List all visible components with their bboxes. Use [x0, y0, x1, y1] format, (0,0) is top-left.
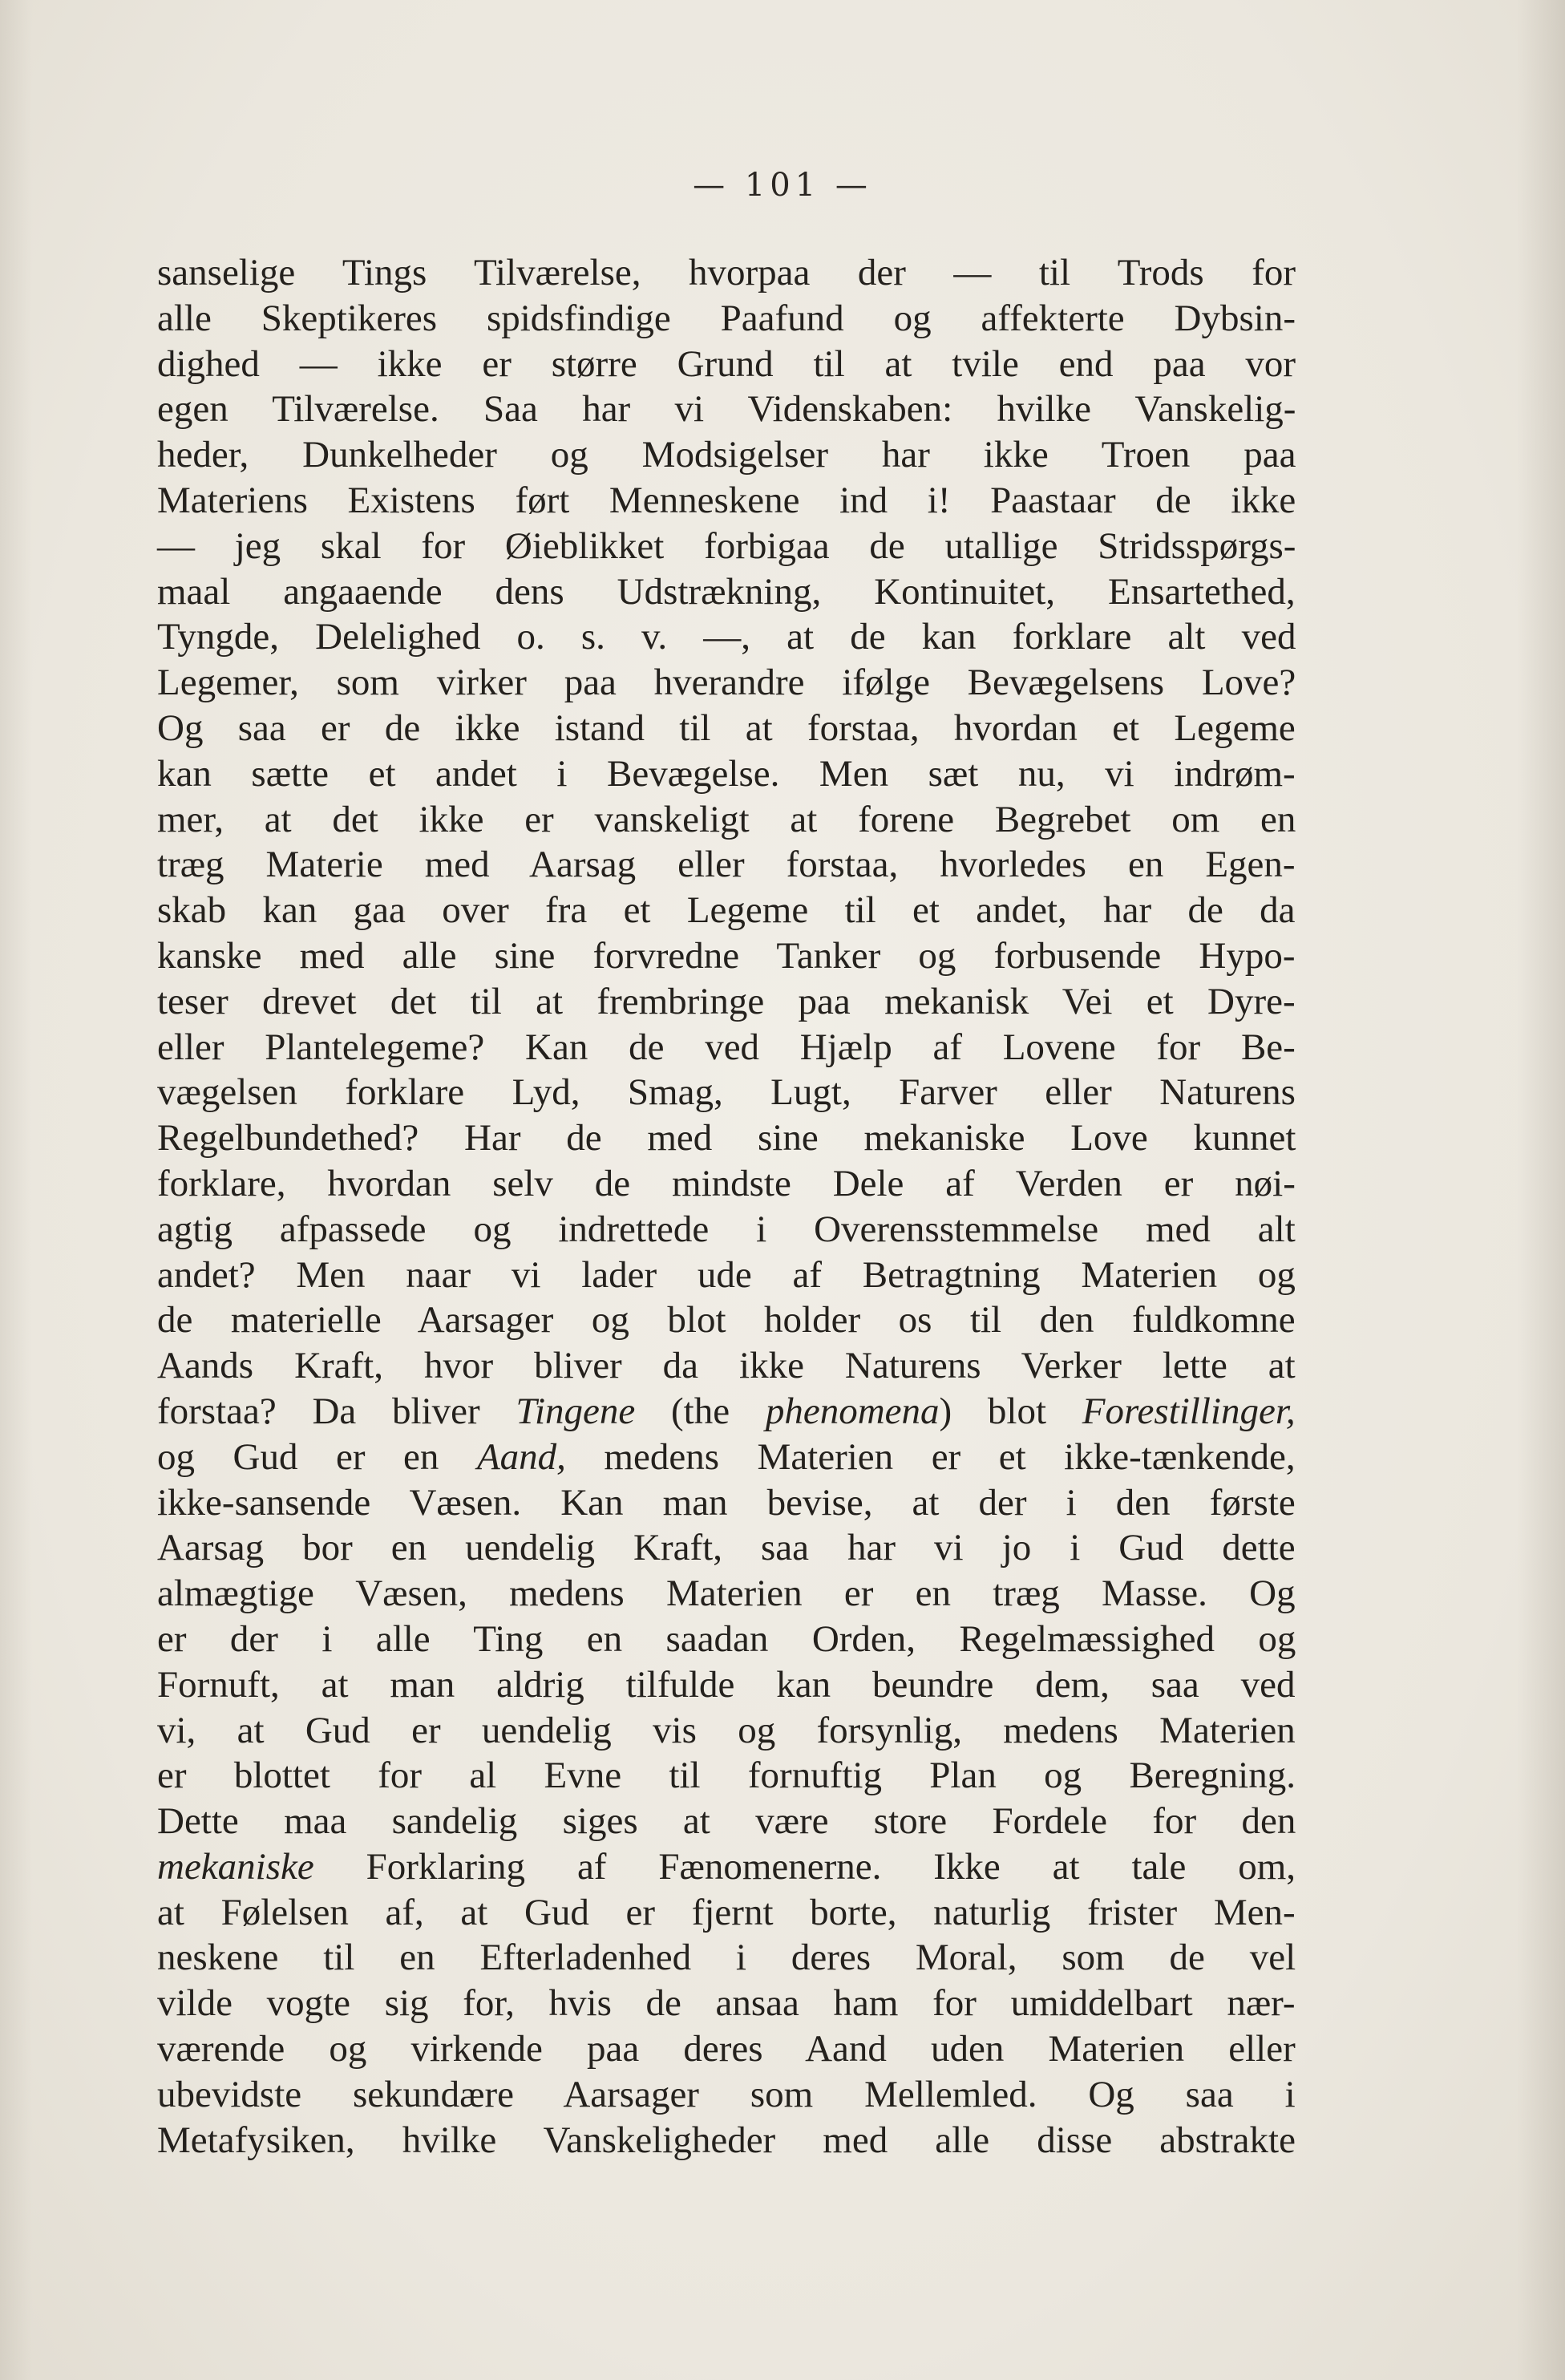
text-line [157, 1844, 1296, 1890]
text-segment: er blottet for al Evne til fornuftig Plan og Beregning. [157, 1755, 1296, 1797]
text-segment: træg Materie med Aarsag eller forstaa, hvorledes en Egen- [157, 844, 1296, 886]
page-number: — 101 — [693, 167, 872, 204]
text-segment: neskene til en Efterladenhed i deres Moral, som de vel [157, 1937, 1296, 1979]
text-segment: teser drevet det til at frembringe paa mekanisk Vei et Dyre- [157, 980, 1296, 1022]
text-line [157, 842, 1296, 888]
text-line [157, 1207, 1296, 1253]
text-line [157, 1662, 1296, 1708]
text-segment: ubevidste sekundære Aarsager som Mellemled. Og saa i [157, 2073, 1296, 2115]
page-shadow-right [1517, 0, 1565, 2380]
text-segment: værende og virkende paa deres Aand uden Materien eller [157, 2028, 1296, 2070]
text-line [157, 250, 1296, 296]
text-line [157, 1525, 1296, 1571]
text-segment: skab kan gaa over fra et Legeme til et andet, har de da [157, 889, 1296, 932]
text-segment: egen Tilværelse. Saa har vi Videnskaben: hvilke Vanskelig- [157, 388, 1296, 431]
text-segment: — jeg skal for Øieblikket forbigaa de utallige Stridsspørgs- [157, 524, 1296, 567]
text-line [157, 706, 1296, 751]
text-line [157, 569, 1296, 615]
text-line [157, 1253, 1296, 1298]
text-segment: andet? Men naar vi lader ude af Betragtning Materien og [157, 1253, 1296, 1296]
text-line [157, 614, 1296, 660]
text-line [157, 1115, 1296, 1161]
text-line [157, 1571, 1296, 1617]
text-segment: Aands Kraft, hvor bliver da ikke Naturens Verker lette at [157, 1345, 1296, 1387]
text-line [157, 1025, 1296, 1071]
text-segment: agtig afpassede og indrettede i Overensstemmelse med alt [157, 1208, 1296, 1250]
text-segment: forklare, hvordan selv de mindste Dele af Verden er nøi- [157, 1162, 1296, 1204]
text-segment: Og saa er de ikke istand til at forstaa, hvordan et Legeme [157, 706, 1296, 749]
text-segment: eller Plantelegeme? Kan de ved Hjælp af Lovene for Be- [157, 1026, 1296, 1068]
text-line [157, 1753, 1296, 1799]
text-segment: Aarsag bor en uendelig Kraft, saa har vi jo i Gud dette [157, 1527, 1296, 1569]
text-segment: heder, Dunkelheder og Modsigelser har ikke Troen paa [157, 434, 1296, 476]
text-line [157, 1435, 1296, 1480]
text-line [157, 979, 1296, 1025]
italic-text: Aand, [476, 1435, 566, 1478]
text-segment: kanske med alle sine forvredne Tanker og forbusende Hypo- [157, 934, 1296, 977]
text-line [157, 1708, 1296, 1754]
page-shadow-left [0, 0, 32, 2380]
text-line [157, 478, 1296, 524]
text-line [157, 1070, 1296, 1115]
text-line [157, 432, 1296, 478]
text-line [157, 1935, 1296, 1981]
text-segment: (the [635, 1390, 766, 1432]
text-segment: vægelsen forklare Lyd, Smag, Lugt, Farver eller Naturens [157, 1071, 1296, 1114]
text-segment: vi, at Gud er uendelig vis og forsynlig, medens Materien [157, 1709, 1296, 1751]
text-line [157, 1343, 1296, 1389]
text-segment: Materiens Existens ført Menneskene ind i! Paastaar de ikke [157, 479, 1296, 521]
text-line [157, 342, 1296, 387]
text-segment: Tyngde, Delelighed o. s. v. —, at de kan forklare alt ved [157, 616, 1296, 658]
text-segment: sanselige Tings Tilværelse, hvorpaa der — til Trods for [157, 252, 1296, 293]
text-segment: de materielle Aarsager og blot holder os til den fuldkomne [157, 1299, 1296, 1342]
text-line [157, 1389, 1296, 1435]
text-segment: alle Skeptikeres spidsfindige Paafund og affekterte Dybsin- [157, 297, 1296, 339]
text-segment: og Gud er en [157, 1435, 477, 1478]
text-line [157, 2026, 1296, 2072]
italic-text: mekaniske [157, 1845, 314, 1888]
text-line [157, 524, 1296, 569]
text-segment: maal angaaende dens Udstrækning, Kontinuitet, Ensartethed, [157, 570, 1296, 613]
text-segment: Dette maa sandelig siges at være store Fordele for den [157, 1800, 1296, 1843]
italic-text: Tingene [516, 1390, 636, 1432]
text-line [157, 1799, 1296, 1844]
text-segment: almægtige Væsen, medens Materien er en træg Masse. Og [157, 1572, 1296, 1615]
text-line [157, 1890, 1296, 1936]
text-line [157, 296, 1296, 342]
body-text [157, 250, 1296, 2163]
italic-text: Forestillinger, [1082, 1390, 1296, 1432]
italic-text: phenomena [765, 1390, 940, 1432]
text-segment: Regelbundethed? Har de med sine mekaniske Love kunnet [157, 1117, 1296, 1160]
text-segment: Legemer, som virker paa hverandre ifølge Bevægelsens Love? [157, 662, 1296, 704]
text-line [157, 387, 1296, 432]
text-segment: ) blot [939, 1390, 1082, 1432]
text-line [157, 1297, 1296, 1343]
text-segment: Metafysiken, hvilke Vanskeligheder med alle disse abstrakte [157, 2119, 1296, 2161]
text-line [157, 1981, 1296, 2026]
text-segment: forstaa? Da bliver [157, 1390, 516, 1432]
text-segment: vilde vogte sig for, hvis de ansaa ham for umiddelbart nær- [157, 1982, 1296, 2025]
text-line [157, 660, 1296, 706]
text-line [157, 1161, 1296, 1207]
text-segment: ikke-sansende Væsen. Kan man bevise, at der i den første [157, 1481, 1296, 1524]
text-line [157, 2072, 1296, 2118]
text-line [157, 797, 1296, 843]
text-line [157, 1480, 1296, 1526]
text-segment: Fornuft, at man aldrig tilfulde kan beundre dem, saa ved [157, 1663, 1296, 1706]
text-segment: mer, at det ikke er vanskeligt at forene Begrebet om en [157, 798, 1296, 840]
text-segment: er der i alle Ting en saadan Orden, Regelmæssighed og [157, 1617, 1296, 1660]
text-line [157, 888, 1296, 933]
text-line [157, 1617, 1296, 1662]
text-line [157, 933, 1296, 979]
text-segment: dighed — ikke er større Grund til at tvile end paa vor [157, 342, 1296, 385]
text-segment: Forklaring af Fænomenerne. Ikke at tale om, [313, 1845, 1296, 1888]
text-segment: kan sætte et andet i Bevægelse. Men sæt nu, vi indrøm- [157, 752, 1296, 795]
text-line [157, 751, 1296, 797]
text-segment: medens Materien er et ikke-tænkende, [565, 1435, 1296, 1478]
text-line [157, 2118, 1296, 2163]
text-segment: at Følelsen af, at Gud er fjernt borte, naturlig frister Men- [157, 1891, 1296, 1933]
